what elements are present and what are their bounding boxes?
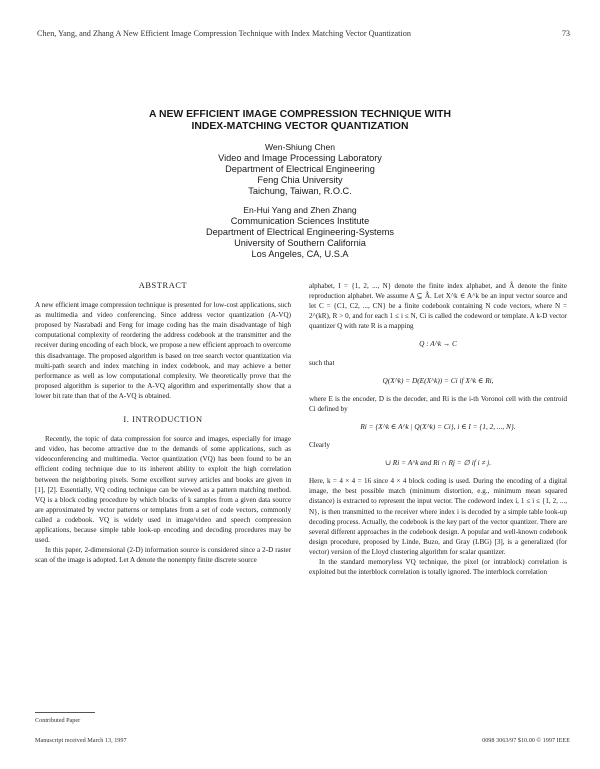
abstract-text: A new efficient image compression technique is presented for low-cost applications, such as multimedia and video conferencing. Since address vector quantization (A-VQ) proposed by Nasrabadi and Feng for image coding has the main disadvantage of high computational complexity of reordering the address codebook at the transmitter and the receiver during encoding of each block, we propose a new efficient approach to overcome this disadvantage. The proposed algorithm is based on tree search vector quantization via multi-path search and index matching in index codebook, and may achieve a better performance as well as low computational complexity. We theoretically prove that the proposed algorithm is superior to the A-VQ algorithm and experimentally show that a lower bit rate than that of the A-VQ is obtained.: [35, 301, 291, 400]
issn-line: 0098 3063/97 $10.00 © 1997 IEEE: [482, 737, 570, 744]
affiliation-line: Video and Image Processing Laboratory: [218, 153, 382, 163]
equation: Q(X^k) = D(E(X^k)) = Ci if X^k ∈ Ri,: [382, 375, 494, 385]
footer-line: [35, 737, 570, 744]
affiliation-line: Communication Sciences Institute: [230, 216, 370, 226]
equation: Q : A^k → C: [419, 339, 457, 349]
affiliation-line: Taichung, Taiwan, R.O.C.: [248, 186, 352, 196]
author-group-1: [0, 142, 600, 197]
title-block: [0, 109, 600, 260]
abstract-heading: ABSTRACT: [138, 281, 188, 290]
introduction-heading: I. INTRODUCTION: [123, 415, 203, 425]
body-paragraph: Here, k = 4 × 4 = 16 since 4 × 4 block coding is used. During the encoding of a digital image, the best possible match (minimum distortion, e.g., minimum mean squared distance) is extracted to represent the input vector. The codeword index i, 1 ≤ i ≤ {1, 2, ..., N}, is then transmitted to the receiver where index i is decoded by a simple table look-up decoding process. Actually, the codebook is the key part of the vector quantizer. There are several different approaches in the codebook design. A popular and well-known codebook design procedure, proposed by Linde, Buzo, and Gray (LBG) [3], is a generalized (for vector) version of the Lloyd clustering algorithm for scalar quantizer.: [309, 477, 567, 556]
running-header-text: Chen, Yang, and Zhang A New Efficient Image Compression Technique with Index Matching Vector Quantization: [37, 29, 411, 38]
author-name: Wen-Shiung Chen: [264, 142, 336, 152]
paper-title-line2: INDEX-MATCHING VECTOR QUANTIZATION: [191, 121, 409, 132]
manuscript-received: Manuscript received March 13, 1997: [35, 737, 127, 744]
affiliation-line: Los Angeles, CA, U.S.A: [251, 249, 349, 259]
introduction-paragraph: Recently, the topic of data compression for source and images, especially for image and video, has become attractive due to the demands of some applications, such as videoconferencing and multimedia. Vector quantization (VQ) has been found to be an efficient coding technique due to its inherent ability to exploit the high correlation between the neighboring pixels. Some excellent survey articles and books are given in [1], [2]. Essentially, VQ coding technique can be viewed as a pattern matching method. VQ is a block coding procedure by which blocks of k samples from a given data source are approximated by vector patterns or templates from a set of code vectors, commonly called a codebook. VQ is widely used in image/video and speech compression applications, because simple table look-up encoding and decoding procedures may be used.: [35, 435, 291, 545]
affiliation-line: Feng Chia University: [257, 175, 343, 185]
equation: Ri = {X^k ∈ A^k | Q(X^k) = Ci}, i ∈ I = {1, 2, ..., N}.: [360, 421, 516, 431]
footnote-contributed: Contributed Paper: [35, 717, 81, 724]
affiliation-line: Department of Electrical Engineering-Systems: [206, 227, 394, 237]
author-group-2: [0, 205, 600, 260]
paper-title-line1: A NEW EFFICIENT IMAGE COMPRESSION TECHNIQUE WITH: [148, 109, 452, 120]
affiliation-line: University of Southern California: [234, 238, 366, 248]
page-number: 73: [561, 29, 570, 38]
left-column: [35, 281, 291, 565]
footnote-rule: [35, 712, 95, 713]
paper-title: [0, 109, 600, 133]
running-header: [37, 29, 570, 38]
body-paragraph: such that: [309, 358, 335, 367]
body-paragraph: In the standard memoryless VQ technique, the pixel (or intrablock) correlation is exploited but the interblock correlation is totally ignored. The interblock correlation: [309, 557, 567, 577]
affiliation-line: Department of Electrical Engineering: [225, 164, 375, 174]
author-name: En-Hui Yang and Zhen Zhang: [243, 205, 357, 215]
equation: ∪ Ri = A^k and Ri ∩ Rj = ∅ if i ≠ j.: [384, 458, 492, 468]
body-paragraph: where E is the encoder, D is the decoder, and Ri is the i-th Voronoi cell with the centroid Ci defined by: [309, 394, 567, 413]
right-column: [309, 281, 567, 577]
introduction-paragraph: In this paper, 2-dimensional (2-D) information source is considered since a 2-D raster scan of the image is adopted. Let A denote the nonempty finite discrete source: [35, 546, 291, 565]
body-paragraph: Clearly: [309, 441, 330, 450]
body-paragraph: alphabet, I = {1, 2, ..., N} denote the finite index alphabet, and Â denote the finite reproduction alphabet. We assume A ⊆ Â. Let X^k ∈ A^k be an input vector source and let C = {C1, C2, ..., CN} be a finite codebook containing N code vectors, where N = 2^(kR), R > 0, and for each 1 ≤ i ≤ N, Ci is called the codeword or template. A k-D vector quantizer Q with rate R is a mapping: [309, 282, 567, 331]
